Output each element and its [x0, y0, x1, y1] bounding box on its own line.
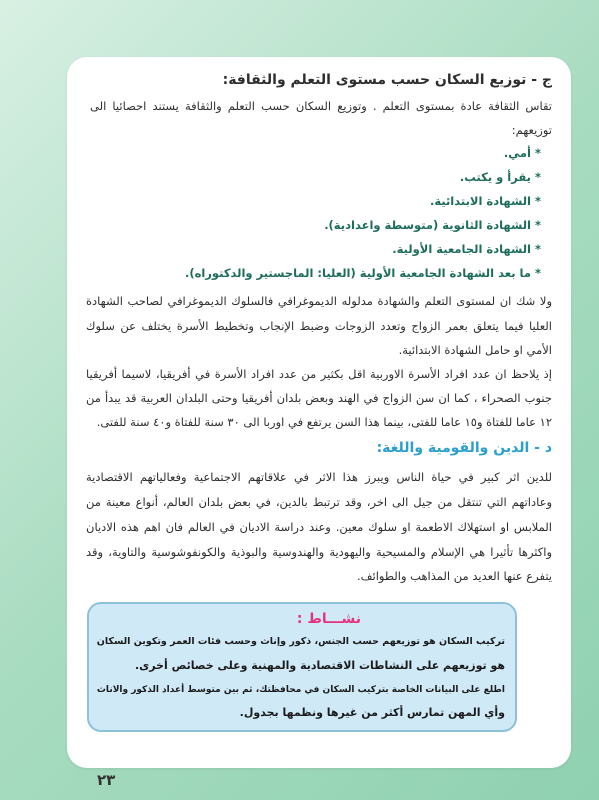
section-d-heading: د - الدين والقومية واللغة: [376, 440, 552, 456]
bullet-read-write: * يقرأ و يكتب. [459, 170, 541, 184]
activity-line-2: هو توزيعهم على النشاطات الاقتصادية والمهنية وعلى خصائص أخرى. [134, 659, 505, 672]
bullet-illiterate: * أمي. [503, 146, 541, 160]
section-c-intro-line-2: توزيعهم: [511, 123, 552, 137]
bullet-postgraduate: * ما بعد الشهادة الجامعية الأولية (العليا: الماجستير والدكتوراه). [184, 266, 541, 280]
section-d-paragraph-line-4: واكثرها تأثيرا هي الإسلام والمسيحية واليهودية والهندوسية والبوذية والكونفوشوسية والتاوية، وقد [86, 545, 552, 559]
section-d-paragraph-line-1: للدين اثر كبير في حياة الناس ويبرز هذا الاثر في علاقاتهم الاجتماعية وفعالياتهم الاقتصادية [86, 470, 552, 484]
bullet-secondary: * الشهادة الثانوية (متوسطة واعدادية). [324, 218, 541, 232]
activity-line-4: وأي المهن تمارس أكثر من غيرها ونظمها بجدول. [239, 706, 505, 719]
section-d-paragraph-line-3: الملابس او استهلاك الاطعمة او سلوك معين. وعند دراسة الاديان في العالم فان اهم هذه الاديان [86, 520, 552, 534]
activity-line-1: تركيب السكان هو توزيعهم حسب الجنس، ذكور وإناث وحسب فئات العمر وتكوين السكان [96, 636, 505, 647]
section-c-heading: ج - توزيع السكان حسب مستوى التعلم والثقافة: [222, 72, 552, 88]
section-c-paragraph-1-line-3: الأمي او حامل الشهادة الابتدائية. [398, 343, 552, 357]
section-c-paragraph-2-line-2: جنوب الصحراء ، كما ان سن الزواج في الهند وبعض بلدان أفريقيا وحتى البلدان العربية قد يبدأ من [86, 391, 552, 405]
section-c-paragraph-2-line-1: إذ يلاحظ ان عدد افراد الأسرة الاوربية اقل بكثير من عدد افراد الأسرة في أفريقيا، لاسيما أفريقيا [86, 367, 552, 381]
section-d-paragraph-line-2: وعاداتهم التي تنتقل من جيل الى اخر، وقد ترتبط بالدين، في بعض بلدان العالم، أنواع معينة من [86, 495, 552, 509]
section-d-paragraph-line-5: يتفرع عنها العديد من المذاهب والطوائف. [356, 569, 552, 583]
page-number: ٢٣ [97, 771, 116, 789]
activity-line-3: اطلع على البيانات الخاصة بتركيب السكان في محافظتك، ثم بين متوسط أعداد الذكور والاناث [96, 685, 505, 695]
activity-title: نشـــاط : [296, 611, 361, 627]
section-c-paragraph-2-line-3: ١٢ عاما للفتاة و١٥ عاما للفتى، بينما هذا السن يرتفع في اوربا الى ٣٠ سنة للفتاة و٤٠ سنة للفتى. [96, 415, 552, 429]
bullet-primary: * الشهادة الابتدائية. [429, 194, 541, 208]
section-c-intro-line-1: تقاس الثقافة عادة بمستوى التعلم . وتوزيع السكان حسب التعلم والثقافة يستند احصائيا الى [90, 99, 552, 113]
section-c-paragraph-1-line-1: ولا شك ان لمستوى التعلم والشهادة مدلوله الديموغرافي فالسلوك الديموغرافي لصاحب الشهادة [86, 294, 552, 308]
activity-box [87, 602, 517, 732]
bullet-bachelor: * الشهادة الجامعية الأولية. [392, 242, 541, 256]
section-c-paragraph-1-line-2: العليا فيما يتعلق بعمر الزواج وتعدد الزوجات وضبط الإنجاب وتخطيط الأسرة يختلف عن سلوك [86, 319, 552, 333]
